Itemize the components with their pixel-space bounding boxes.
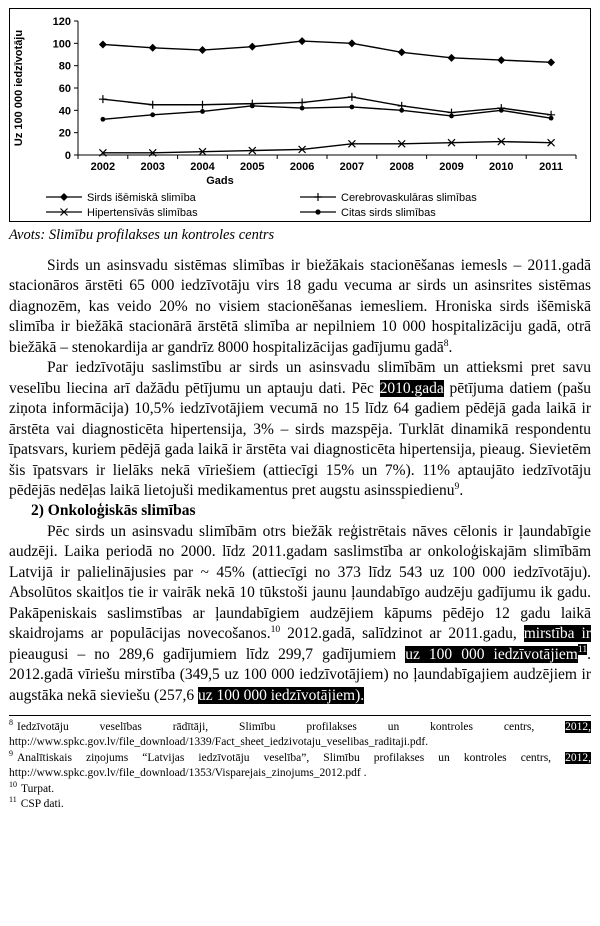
section-heading bbox=[9, 501, 591, 521]
y-axis-title: Uz 100 000 iedzīvotāju bbox=[13, 29, 25, 147]
dot-marker-icon bbox=[150, 112, 155, 117]
x-tick-label: 2011 bbox=[539, 161, 564, 173]
highlighted-text: 11 bbox=[577, 644, 588, 656]
dot-marker-icon bbox=[250, 103, 255, 108]
legend-label: Citas sirds slimības bbox=[341, 207, 436, 219]
plus-marker-icon bbox=[314, 193, 322, 201]
x-tick-label: 2002 bbox=[90, 161, 116, 173]
text-run: CSP dati. bbox=[20, 798, 64, 810]
footnote-reference: 10 bbox=[270, 624, 281, 635]
x-tick-label: 2008 bbox=[389, 161, 414, 173]
y-tick-label: 120 bbox=[52, 16, 71, 28]
dot-marker-icon bbox=[200, 109, 205, 114]
footnote-separator bbox=[9, 715, 591, 716]
legend-item bbox=[300, 192, 477, 204]
dot-marker-icon bbox=[315, 209, 320, 214]
diamond-marker-icon bbox=[99, 40, 107, 48]
text-run: Pēc sirds un asinsvadu slimībām otrs biežāk reģistrētais nāves cēlonis ir ļaundabīgie audzēji. Laika periodā no 2000. līdz 2011.gadam saslimstība ar onkoloģiskajām slimībām Latvijā ir palielinājusies par ~ 45% (attiecīgi no 373 līdz 543 uz 100 000 iedzīvotāju). Absolūtos skaitļos tie ir vairāk nekā 10 tūkstoši jaunu ļaundabīgo audzēju gadījumu ik gadu. Pakāpeniskais saslimstības ar ļaundabīgiem audzējiem kāpums pēdējo 12 gadu laikā skaidrojams ar populācijas novecošanos. bbox=[9, 522, 591, 643]
dot-marker-icon bbox=[101, 117, 106, 122]
series-line bbox=[103, 142, 551, 153]
x-tick-label: 2006 bbox=[289, 161, 315, 173]
footnote-marker: 9 bbox=[9, 748, 13, 758]
plus-marker-icon bbox=[199, 101, 207, 109]
footnote-reference: 9 bbox=[454, 480, 460, 492]
y-tick-label: 20 bbox=[58, 127, 71, 140]
y-tick-label: 0 bbox=[64, 150, 71, 162]
text-run: Turpat. bbox=[21, 782, 55, 795]
text-run: Sirds un asinsvadu sistēmas slimības ir biežākais stacionēšanas iemesls – 2011.gadā stacionāros ārstēti 65 000 iedzīvotāju virs 18 gadu vecuma ar sirds un asinsrites sistēmas diagnozēm, kas veido 20% no visiem stacionēšanas iemesliem. Hroniska sirds išēmiskā slimība ir biežākā stacionārā ārstētā slimība ar nepilniem 10 000 hospitalizāciju gadā, otrā biežākā – stenokardija ar gandrīz 8000 hospitalizācijas gadījumu gadā bbox=[9, 257, 591, 356]
dot-marker-icon bbox=[300, 106, 305, 111]
diamond-marker-icon bbox=[497, 56, 505, 64]
chart-series bbox=[99, 37, 555, 156]
footnote-marker: 8 bbox=[9, 718, 13, 728]
paragraph bbox=[9, 358, 591, 501]
diamond-marker-icon bbox=[348, 39, 356, 47]
footnote-marker: 10 bbox=[9, 779, 17, 789]
highlighted-text: uz 100 000 iedzīvotājiem bbox=[405, 645, 578, 663]
highlighted-text: 2012, bbox=[565, 720, 591, 733]
footnote bbox=[9, 779, 591, 797]
x-tick-label: 2003 bbox=[140, 161, 165, 173]
text-run: Analītiskais ziņojums “Latvijas iedzīvotāju veselība”, Slimību profilakses un kontroles centrs, bbox=[17, 751, 566, 764]
highlighted-text: 2012, bbox=[565, 751, 591, 764]
footnote bbox=[9, 748, 591, 782]
diamond-marker-icon bbox=[298, 37, 306, 45]
chart-legend bbox=[46, 192, 477, 219]
text-run: pieaugusi – no 289,6 gadījumiem līdz 299,7 gadījumiem bbox=[9, 645, 406, 663]
plus-marker-icon bbox=[149, 101, 157, 109]
x-axis-title: Gads bbox=[206, 175, 234, 187]
series-line bbox=[103, 41, 551, 62]
text-run: 2012.gadā, salīdzinot ar 2011.gadu, bbox=[280, 625, 524, 643]
x-tick-label: 2005 bbox=[240, 161, 265, 173]
diamond-marker-icon bbox=[60, 193, 68, 201]
text-run: pētījuma datiem (pašu ziņota informācija) 10,5% iedzīvotājiem vecumā no 15 līdz 64 gadiem pēdējā gada laikā ir ārstēta vai diagnosticēta hipertensija, 3% – sirds mazspēja. Turklāt dinamikā respondentu īpatsvars, kuriem pēdējā gada laikā ir ārstēta vai diagnosticēta hipertensija, pieaug. Sievietēm šis īpatsvars ir lielāks nekā vīriešiem (attiecīgi 15% un 7%). 11% aptaujāto iedzīvotāju pēdējās nedēļas laikā lietojuši medikamentus pret augstu asinsspiedienu bbox=[9, 379, 591, 499]
diamond-marker-icon bbox=[149, 44, 157, 52]
footnote bbox=[9, 797, 591, 812]
text-run: Iedzīvotāju veselības rādītāji, Slimību profilakses un kontroles centrs, bbox=[17, 720, 566, 733]
chart-axes bbox=[53, 16, 576, 173]
dot-marker-icon bbox=[549, 116, 554, 121]
y-tick-label: 80 bbox=[58, 60, 71, 73]
x-tick-label: 2010 bbox=[489, 161, 514, 173]
series-line bbox=[103, 106, 551, 119]
x-tick-label: 2004 bbox=[190, 161, 215, 173]
legend-item bbox=[300, 207, 436, 219]
chart-frame bbox=[9, 8, 591, 222]
text-run: http://www.spkc.gov.lv/file_download/1339/Fact_sheet_iedzivotaju_veselibas_raditaji.pdf. bbox=[9, 736, 429, 749]
footnote-reference: 8 bbox=[443, 337, 449, 349]
diamond-marker-icon bbox=[248, 43, 256, 51]
text-run: 2) Onkoloģiskās slimības bbox=[31, 502, 196, 520]
legend-item bbox=[46, 207, 198, 219]
diamond-marker-icon bbox=[398, 48, 406, 56]
y-tick-label: 40 bbox=[58, 105, 71, 118]
footnote-marker: 11 bbox=[9, 795, 17, 805]
line-chart bbox=[10, 9, 590, 221]
plus-marker-icon bbox=[99, 95, 107, 103]
dot-marker-icon bbox=[449, 114, 454, 119]
text-run: . bbox=[448, 338, 453, 356]
diamond-marker-icon bbox=[448, 54, 456, 62]
y-tick-label: 100 bbox=[52, 38, 71, 51]
dot-marker-icon bbox=[350, 105, 355, 110]
dot-marker-icon bbox=[499, 108, 504, 113]
footnotes-section bbox=[9, 720, 591, 812]
highlighted-text: 2010.gada bbox=[379, 379, 444, 397]
text-run: . bbox=[459, 481, 464, 499]
dot-marker-icon bbox=[399, 108, 404, 113]
paragraph bbox=[9, 256, 591, 358]
x-tick-label: 2009 bbox=[439, 161, 464, 173]
text-run: . 2012.gadā vīriešu mirstība (349,5 uz 100 000 iedzīvotājiem) no ļaundabīgajiem audzējiem ir augstāka nekā sieviešu (257,6 bbox=[9, 645, 591, 704]
legend-label: Cerebrovaskulāras slimības bbox=[341, 192, 477, 204]
document-body bbox=[9, 256, 591, 706]
diamond-marker-icon bbox=[547, 58, 555, 66]
chart-source-note: Avots: Slimību profilakses un kontroles centrs bbox=[9, 227, 275, 243]
y-tick-label: 60 bbox=[58, 83, 71, 95]
plus-marker-icon bbox=[348, 93, 356, 101]
paragraph bbox=[9, 522, 591, 706]
axis-line bbox=[78, 21, 576, 155]
highlighted-text: mirstība ir bbox=[523, 625, 591, 643]
legend-label: Sirds išēmiskā slimība bbox=[87, 192, 196, 204]
legend-item bbox=[46, 192, 197, 204]
legend-label: Hipertensīvās slimības bbox=[87, 207, 198, 219]
x-tick-label: 2007 bbox=[339, 161, 365, 173]
diamond-marker-icon bbox=[199, 46, 207, 54]
plus-marker-icon bbox=[298, 99, 306, 107]
footnote bbox=[9, 720, 591, 751]
text-run: http://www.spkc.gov.lv/file_download/1353/Visparejais_zinojums_2012.pdf . bbox=[9, 767, 367, 780]
text-run: Par iedzīvotāju saslimstību ar sirds un asinsvadu slimībām un attieksmi pret savu veselību liecina arī dažādu pētījumu un aptauju dati. Pēc bbox=[9, 359, 591, 397]
highlighted-text: uz 100 000 iedzīvotājiem). bbox=[197, 686, 365, 704]
